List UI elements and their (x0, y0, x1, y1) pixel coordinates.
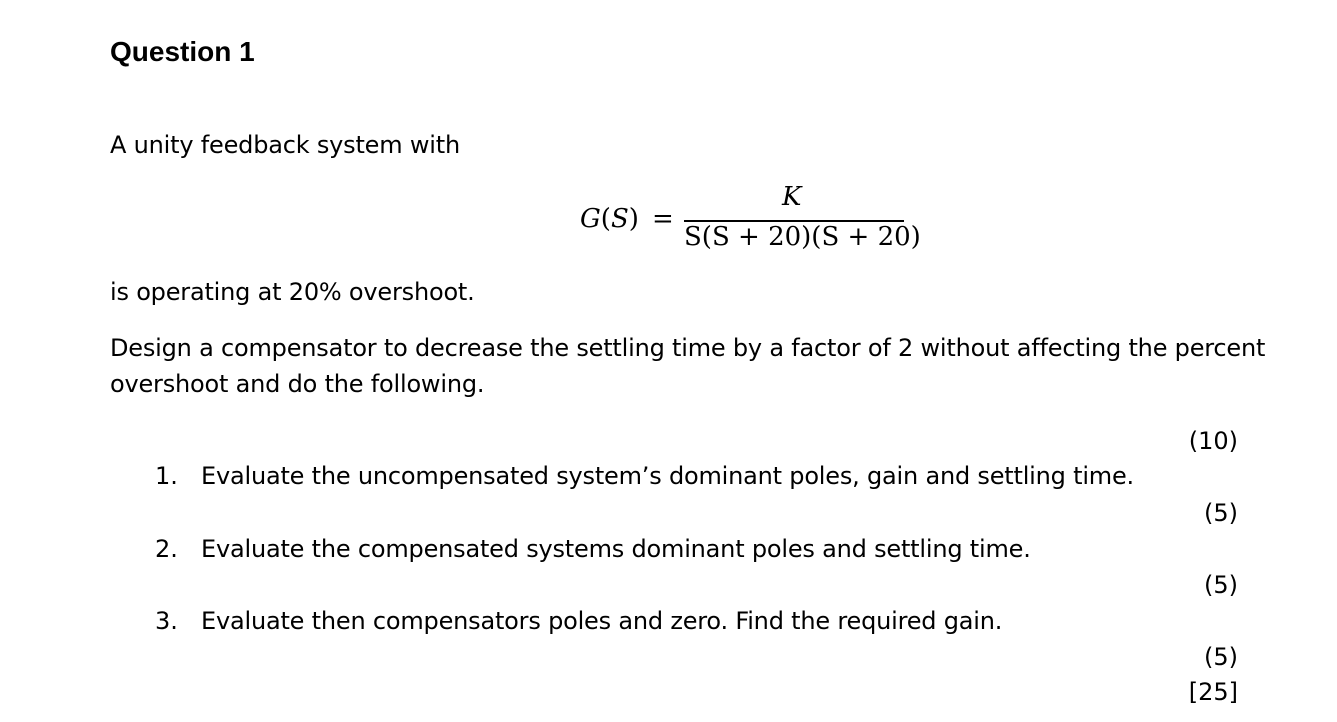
equation-denominator: S(S + 20)(S + 20) (684, 222, 921, 252)
question-heading: Question 1 (110, 36, 255, 67)
list-item-number: 2. (155, 535, 178, 563)
total-marks: [25] (1188, 678, 1238, 706)
equals-sign: = (652, 204, 674, 234)
mark-allocation: (10) (1188, 427, 1238, 455)
list-item-number: 1. (155, 462, 178, 490)
mark-allocation: (5) (1204, 643, 1238, 671)
equation-numerator: K (782, 182, 802, 212)
mark-allocation: (5) (1204, 499, 1238, 527)
mark-allocation: (5) (1204, 571, 1238, 599)
intro-text: A unity feedback system with (110, 131, 460, 159)
equation-lhs: G(S) (580, 204, 639, 234)
list-item-text: Evaluate the uncompensated system’s dominant poles, gain and settling time. (201, 462, 1134, 490)
instruction-line-1: Design a compensator to decrease the settling time by a factor of 2 without affecting the percent (110, 334, 1266, 362)
condition-text: is operating at 20% overshoot. (110, 278, 475, 306)
list-item-text: Evaluate the compensated systems dominant poles and settling time. (201, 535, 1031, 563)
instruction-line-2: overshoot and do the following. (110, 370, 485, 398)
list-item-number: 3. (155, 607, 178, 635)
list-item-text: Evaluate then compensators poles and zero. Find the required gain. (201, 607, 1003, 635)
